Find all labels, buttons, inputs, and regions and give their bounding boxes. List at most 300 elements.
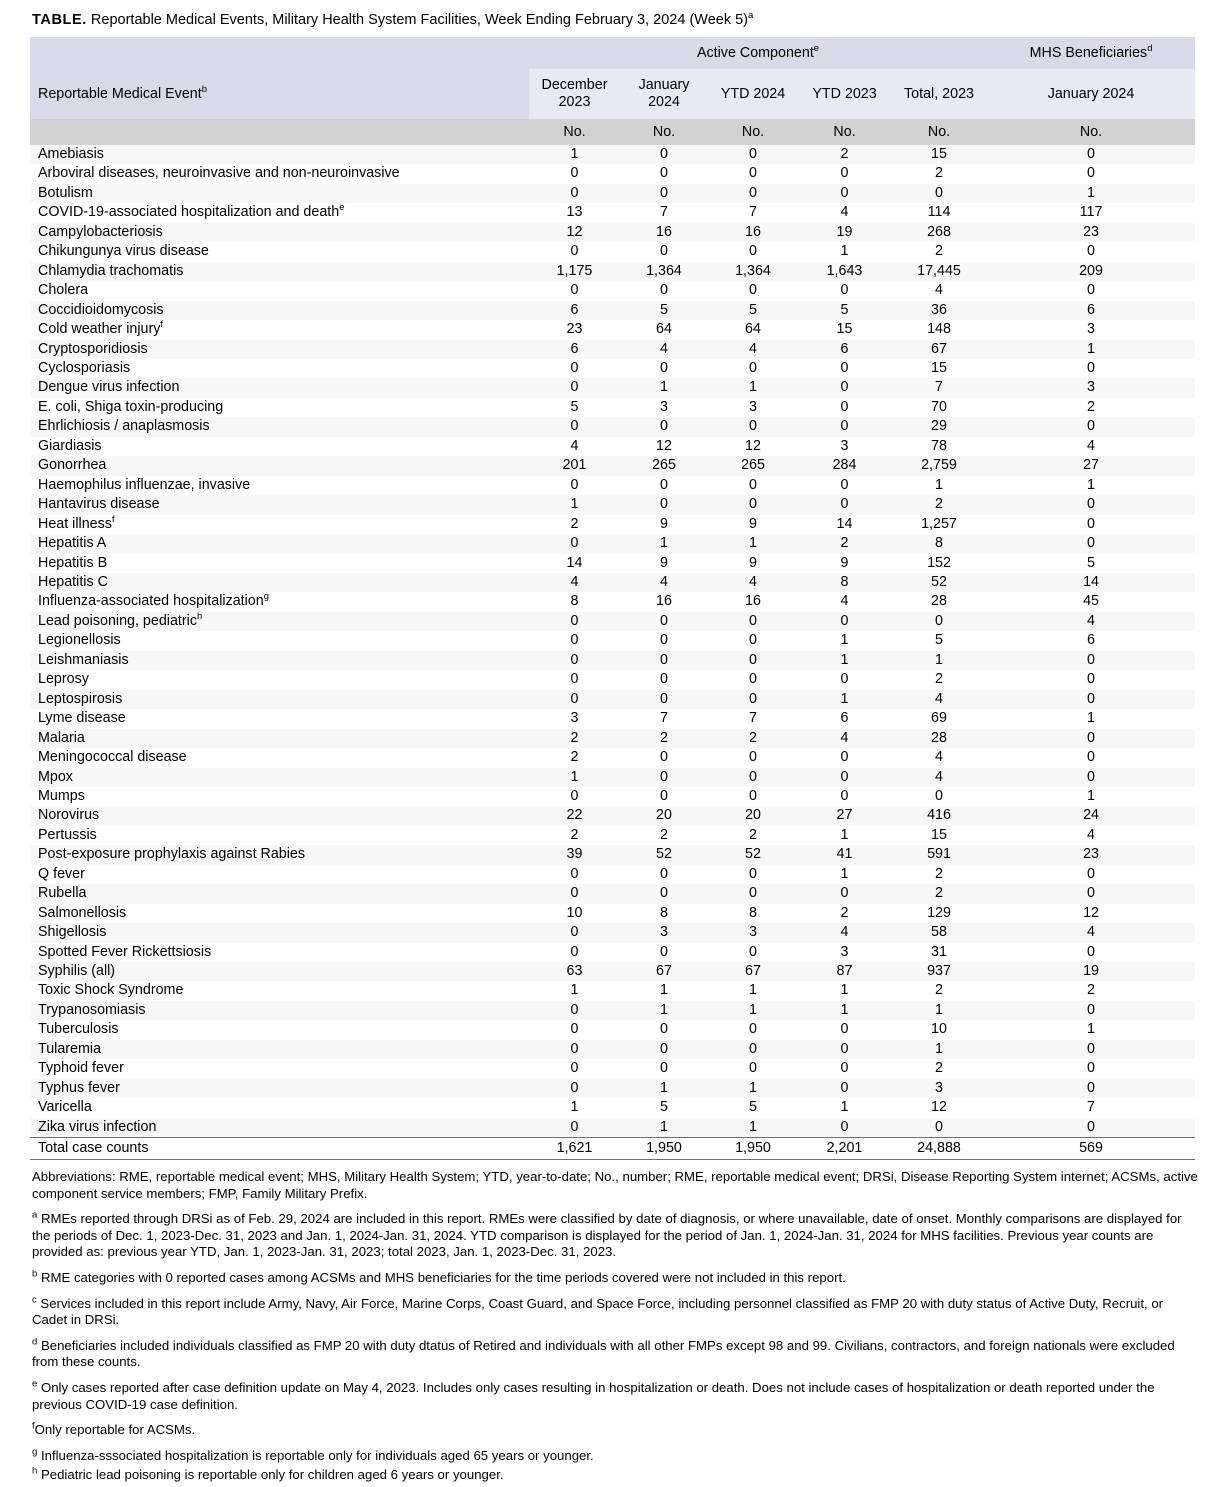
row-event-name: Amebiasis [30, 145, 529, 164]
table-row [30, 301, 1195, 320]
cell-ytd-2023: 0 [798, 281, 891, 300]
cell-total-2023: 70 [891, 398, 987, 417]
cell-total-2023: 0 [891, 787, 987, 806]
cell-ytd-2024: 0 [708, 242, 798, 261]
cell-december-2023: 2 [529, 515, 620, 534]
cell-january-2024-ac: 16 [620, 592, 708, 611]
cell-ytd-2023: 0 [798, 787, 891, 806]
cell-ytd-2023: 15 [798, 320, 891, 339]
footnote-d-marker: d [32, 1336, 38, 1348]
footnote-h: $^h$ Pediatric lead poisoning is reportable only for children aged 6 years or younger. [32, 1466, 504, 1483]
cell-total-2023: 2 [891, 981, 987, 1000]
cell-total-2023: 129 [891, 904, 987, 923]
cell-total-2023: 416 [891, 806, 987, 825]
cell-january-2024-mhs: 117 [987, 203, 1195, 222]
table-row [30, 340, 1195, 359]
cell-ytd-2023: 0 [798, 612, 891, 631]
cell-ytd-2024: 0 [708, 670, 798, 689]
cell-ytd-2024: 0 [708, 768, 798, 787]
cell-ytd-2023: 0 [798, 476, 891, 495]
row-event-name: Coccidioidomycosis [30, 301, 529, 320]
cell-ytd-2023: 284 [798, 456, 891, 475]
footnote-a-marker: a [32, 1209, 38, 1221]
cell-january-2024-ac: 0 [620, 1040, 708, 1059]
table-row [30, 943, 1195, 962]
table-row [30, 359, 1195, 378]
column-header-january-2024-mhs: January 2024 [987, 69, 1195, 119]
table-row [30, 787, 1195, 806]
table-row [30, 242, 1195, 261]
table-row [30, 437, 1195, 456]
table-row [30, 826, 1195, 845]
total-row-label: Total case counts [30, 1138, 529, 1160]
column-header-ytd-2023: YTD 2023 [798, 69, 891, 119]
cell-total-2023: 36 [891, 301, 987, 320]
cell-january-2024-ac: 20 [620, 806, 708, 825]
cell-total-2023: 2 [891, 164, 987, 183]
cell-december-2023: 0 [529, 184, 620, 203]
cell-january-2024-mhs: 1 [987, 340, 1195, 359]
cell-january-2024-ac: 64 [620, 320, 708, 339]
cell-total-2023: 15 [891, 359, 987, 378]
row-event-name: Lead poisoning, pediatric$^h$ [30, 612, 529, 631]
row-event-name: Norovirus [30, 806, 529, 825]
cell-ytd-2024: 16 [708, 223, 798, 242]
cell-january-2024-ac: 1 [620, 981, 708, 1000]
header-group-row [30, 37, 1195, 69]
row-event-name: Spotted Fever Rickettsiosis [30, 943, 529, 962]
cell-ytd-2024: 67 [708, 962, 798, 981]
row-event-name: E. coli, Shiga toxin-producing [30, 398, 529, 417]
cell-ytd-2023: 2 [798, 904, 891, 923]
cell-total-2023: 1 [891, 1040, 987, 1059]
cell-total-2023: 4 [891, 281, 987, 300]
row-event-name: Mumps [30, 787, 529, 806]
cell-total-2023: 78 [891, 437, 987, 456]
cell-january-2024-ac: 67 [620, 962, 708, 981]
cell-december-2023: 0 [529, 242, 620, 261]
cell-december-2023: 0 [529, 359, 620, 378]
cell-ytd-2023: 0 [798, 1059, 891, 1078]
cell-january-2024-ac: 0 [620, 242, 708, 261]
cell-ytd-2024: 2 [708, 826, 798, 845]
cell-december-2023: 39 [529, 845, 620, 864]
cell-ytd-2024: 1 [708, 1118, 798, 1138]
cell-ytd-2024: 0 [708, 884, 798, 903]
cell-ytd-2024: 9 [708, 515, 798, 534]
cell-january-2024-mhs: 23 [987, 845, 1195, 864]
cell-december-2023: 0 [529, 631, 620, 650]
cell-january-2024-mhs: 0 [987, 943, 1195, 962]
cell-ytd-2024: 0 [708, 1059, 798, 1078]
cell-january-2024-ac: 0 [620, 1020, 708, 1039]
cell-total-2023: 4 [891, 768, 987, 787]
footnote-h-marker: h [32, 1466, 38, 1478]
table-row [30, 729, 1195, 748]
cell-ytd-2024: 1 [708, 1079, 798, 1098]
cell-december-2023: 0 [529, 612, 620, 631]
footnote-e: $^e$ Only cases reported after case definition update on May 4, 2023. Includes only cases resulting in hospitalization or death. Does not include cases of hospitalization or death reported under the previous COVID-19 case definition. [32, 1378, 1155, 1412]
table-row [30, 631, 1195, 650]
cell-total-2023: 4 [891, 748, 987, 767]
cell-ytd-2023: 3 [798, 437, 891, 456]
row-event-name: Hepatitis A [30, 534, 529, 553]
table-row [30, 515, 1195, 534]
cell-december-2023: 0 [529, 417, 620, 436]
row-header-superscript: b [201, 83, 207, 95]
row-event-name: Malaria [30, 729, 529, 748]
cell-ytd-2024: 0 [708, 495, 798, 514]
cell-ytd-2024: 1,364 [708, 262, 798, 281]
cell-ytd-2024: 0 [708, 690, 798, 709]
cell-january-2024-ac: 3 [620, 923, 708, 942]
cell-january-2024-mhs: 0 [987, 242, 1195, 261]
cell-january-2024-ac: 1 [620, 1079, 708, 1098]
table-row [30, 1020, 1195, 1039]
cell-december-2023: 0 [529, 378, 620, 397]
cell-december-2023: 0 [529, 651, 620, 670]
cell-december-2023: 0 [529, 943, 620, 962]
cell-total-2023: 1 [891, 476, 987, 495]
row-event-name: Typhoid fever [30, 1059, 529, 1078]
cell-december-2023: 2 [529, 826, 620, 845]
cell-january-2024-ac: 0 [620, 281, 708, 300]
table-row [30, 281, 1195, 300]
table-row [30, 456, 1195, 475]
cell-total-2023: 69 [891, 709, 987, 728]
cell-january-2024-ac: 2 [620, 729, 708, 748]
header-reportable-medical-event [30, 69, 529, 119]
cell-ytd-2024: 0 [708, 748, 798, 767]
cell-ytd-2024: 20 [708, 806, 798, 825]
cell-ytd-2023: 2 [798, 145, 891, 164]
cell-january-2024-ac: 12 [620, 437, 708, 456]
cell-ytd-2024: 1 [708, 981, 798, 1000]
cell-december-2023: 12 [529, 223, 620, 242]
cell-december-2023: 2 [529, 748, 620, 767]
row-event-name: Lyme disease [30, 709, 529, 728]
cell-total-2023: 15 [891, 145, 987, 164]
cell-total-2023: 12 [891, 1098, 987, 1117]
cell-ytd-2024: 0 [708, 1040, 798, 1059]
cell-january-2024-mhs: 0 [987, 495, 1195, 514]
cell-total-2023: 5 [891, 631, 987, 650]
table-row [30, 223, 1195, 242]
cell-ytd-2023: 0 [798, 184, 891, 203]
cell-january-2024-ac: 5 [620, 301, 708, 320]
table-row [30, 417, 1195, 436]
cell-total-2023: 937 [891, 962, 987, 981]
cell-ytd-2023: 14 [798, 515, 891, 534]
column-header-december-2023: December 2023 [529, 69, 620, 119]
cell-january-2024-mhs: 0 [987, 690, 1195, 709]
row-event-name: COVID-19-associated hospitalization and death$^e$ [30, 203, 529, 222]
row-event-name: Giardiasis [30, 437, 529, 456]
table-row [30, 1098, 1195, 1117]
cell-january-2024-ac: 7 [620, 203, 708, 222]
footnote-d: $^d$ Beneficiaries included individuals classified as FMP 20 with duty dtatus of Retired and individuals with all other FMPs except 98 and 99. Civilians, contractors, and foreign nationals were excluded from these counts. [32, 1336, 1175, 1370]
footnote-c-marker: c [32, 1294, 37, 1306]
active-component-superscript: e [813, 42, 820, 54]
cell-total-2023: 28 [891, 729, 987, 748]
cell-december-2023: 0 [529, 1020, 620, 1039]
table-label: TABLE. [32, 12, 87, 28]
mhs-beneficiaries-label: MHS Beneficiaries [1029, 45, 1148, 61]
cell-total-2023: 0 [891, 1118, 987, 1138]
footnote-b: $^b$ RME categories with 0 reported cases among ACSMs and MHS beneficiaries for the time periods covered were not included in this report. [32, 1268, 846, 1286]
table-title-text: Reportable Medical Events, Military Health System Facilities, Week Ending February 3, 2024 (Week 5) [86, 12, 748, 28]
cell-january-2024-ac: 265 [620, 456, 708, 475]
table-row [30, 670, 1195, 689]
column-header-ytd-2024: YTD 2024 [708, 69, 798, 119]
table-row [30, 573, 1195, 592]
row-event-name: Hantavirus disease [30, 495, 529, 514]
cell-january-2024-ac: 0 [620, 1059, 708, 1078]
footnote-c: $^c$ Services included in this report include Army, Navy, Air Force, Marine Corps, Coast Guard, and Space Force, including personnel classified as FMP 20 with duty status of Active Duty, Recruit, or Cadet in DRSi. [32, 1294, 1164, 1328]
cell-ytd-2024: 0 [708, 865, 798, 884]
cell-january-2024-mhs: 0 [987, 145, 1195, 164]
unit-total-2023: No. [891, 119, 987, 145]
cell-ytd-2024: 0 [708, 943, 798, 962]
cell-january-2024-ac: 0 [620, 631, 708, 650]
row-event-name: Mpox [30, 768, 529, 787]
table-row [30, 651, 1195, 670]
cell-january-2024-ac: 1 [620, 534, 708, 553]
cell-january-2024-mhs: 0 [987, 865, 1195, 884]
row-event-name: Syphilis (all) [30, 962, 529, 981]
footnotes [30, 1160, 1200, 1484]
cell-ytd-2024: 0 [708, 612, 798, 631]
cell-total-2023: 17,445 [891, 262, 987, 281]
cell-january-2024-ac: 0 [620, 145, 708, 164]
cell-january-2024-ac: 0 [620, 359, 708, 378]
cell-january-2024-mhs: 19 [987, 962, 1195, 981]
cell-january-2024-ac: 0 [620, 787, 708, 806]
cell-january-2024-mhs: 3 [987, 378, 1195, 397]
cell-december-2023: 0 [529, 1059, 620, 1078]
cell-january-2024-ac: 1,364 [620, 262, 708, 281]
unit-december-2023: No. [529, 119, 620, 145]
row-event-name: Cyclosporiasis [30, 359, 529, 378]
footnote-e-marker: e [32, 1378, 38, 1390]
cell-ytd-2024: 4 [708, 573, 798, 592]
cell-total-2023: 52 [891, 573, 987, 592]
row-event-name: Salmonellosis [30, 904, 529, 923]
cell-january-2024-mhs: 45 [987, 592, 1195, 611]
cell-january-2024-mhs: 0 [987, 1118, 1195, 1138]
cell-december-2023: 6 [529, 301, 620, 320]
cell-total-2023: 1 [891, 1001, 987, 1020]
cell-december-2023: 5 [529, 398, 620, 417]
total-december-2023: 1,621 [529, 1138, 620, 1160]
cell-december-2023: 4 [529, 437, 620, 456]
row-event-name: Pertussis [30, 826, 529, 845]
cell-ytd-2024: 64 [708, 320, 798, 339]
footnote-a: $^a$ RMEs reported through DRSi as of Feb. 29, 2024 are included in this report. RMEs were classified by date of diagnosis, or where unavailable, date of onset. Monthly comparisons are displayed for the periods of Dec. 1, 2023-Dec. 31, 2023 and Jan. 1, 2024-Jan. 31, 2024. YTD comparison is displayed for the period of Jan. 1, 2024-Jan. 31, 2024 for MHS facilities. Previous year counts are provided as: previous year YTD, Jan. 1, 2023-Jan. 31, 2023; total 2023, Jan. 1, 2023-Dec. 31, 2023. [32, 1209, 1182, 1260]
table-row [30, 865, 1195, 884]
row-event-name: Tuberculosis [30, 1020, 529, 1039]
cell-ytd-2023: 1 [798, 865, 891, 884]
cell-ytd-2023: 1 [798, 826, 891, 845]
table-row [30, 398, 1195, 417]
row-event-name: Meningococcal disease [30, 748, 529, 767]
cell-total-2023: 3 [891, 1079, 987, 1098]
cell-january-2024-ac: 1 [620, 1118, 708, 1138]
cell-ytd-2024: 1 [708, 378, 798, 397]
cell-ytd-2024: 2 [708, 729, 798, 748]
cell-january-2024-mhs: 4 [987, 612, 1195, 631]
row-event-name: Ehrlichiosis / anaplasmosis [30, 417, 529, 436]
cell-ytd-2023: 87 [798, 962, 891, 981]
cell-total-2023: 15 [891, 826, 987, 845]
cell-january-2024-ac: 0 [620, 612, 708, 631]
cell-december-2023: 0 [529, 1079, 620, 1098]
cell-ytd-2024: 7 [708, 709, 798, 728]
cell-total-2023: 152 [891, 554, 987, 573]
table-row [30, 1079, 1195, 1098]
cell-total-2023: 29 [891, 417, 987, 436]
cell-january-2024-mhs: 2 [987, 981, 1195, 1000]
cell-january-2024-mhs: 4 [987, 437, 1195, 456]
cell-december-2023: 0 [529, 865, 620, 884]
cell-january-2024-mhs: 0 [987, 1079, 1195, 1098]
cell-total-2023: 10 [891, 1020, 987, 1039]
cell-december-2023: 0 [529, 476, 620, 495]
table-row [30, 806, 1195, 825]
cell-ytd-2024: 0 [708, 631, 798, 650]
cell-december-2023: 1 [529, 495, 620, 514]
column-header-january-2024-ac: January 2024 [620, 69, 708, 119]
row-event-name: Typhus fever [30, 1079, 529, 1098]
cell-january-2024-mhs: 0 [987, 1001, 1195, 1020]
table-row [30, 378, 1195, 397]
cell-total-2023: 2,759 [891, 456, 987, 475]
row-event-name: Trypanosomiasis [30, 1001, 529, 1020]
page-title [30, 0, 1195, 37]
cell-ytd-2023: 0 [798, 398, 891, 417]
cell-december-2023: 0 [529, 164, 620, 183]
cell-ytd-2024: 4 [708, 340, 798, 359]
cell-total-2023: 31 [891, 943, 987, 962]
row-event-name: Q fever [30, 865, 529, 884]
mhs-beneficiaries-superscript: d [1147, 42, 1153, 54]
title-superscript: a [748, 10, 754, 22]
row-event-name: Chikungunya virus disease [30, 242, 529, 261]
table-row [30, 884, 1195, 903]
row-event-name: Leprosy [30, 670, 529, 689]
cell-january-2024-mhs: 0 [987, 164, 1195, 183]
cell-january-2024-mhs: 6 [987, 301, 1195, 320]
cell-december-2023: 1 [529, 1098, 620, 1117]
cell-january-2024-ac: 1 [620, 378, 708, 397]
reportable-medical-events-table [30, 37, 1195, 1159]
table-row [30, 164, 1195, 183]
cell-ytd-2024: 7 [708, 203, 798, 222]
cell-january-2024-ac: 9 [620, 515, 708, 534]
cell-january-2024-mhs: 1 [987, 184, 1195, 203]
row-event-name: Dengue virus infection [30, 378, 529, 397]
row-event-name: Arboviral diseases, neuroinvasive and non-neuroinvasive [30, 164, 529, 183]
cell-january-2024-mhs: 5 [987, 554, 1195, 573]
cell-ytd-2023: 0 [798, 1079, 891, 1098]
cell-ytd-2024: 5 [708, 301, 798, 320]
cell-january-2024-mhs: 2 [987, 398, 1195, 417]
cell-ytd-2023: 5 [798, 301, 891, 320]
table-row [30, 1059, 1195, 1078]
total-total-2023: 24,888 [891, 1138, 987, 1160]
cell-total-2023: 2 [891, 670, 987, 689]
cell-ytd-2023: 1 [798, 651, 891, 670]
row-event-name: Haemophilus influenzae, invasive [30, 476, 529, 495]
cell-december-2023: 0 [529, 923, 620, 942]
cell-january-2024-ac: 0 [620, 943, 708, 962]
cell-december-2023: 14 [529, 554, 620, 573]
cell-total-2023: 591 [891, 845, 987, 864]
cell-january-2024-mhs: 27 [987, 456, 1195, 475]
cell-total-2023: 1 [891, 651, 987, 670]
cell-december-2023: 0 [529, 884, 620, 903]
cell-january-2024-ac: 0 [620, 164, 708, 183]
cell-ytd-2023: 0 [798, 1020, 891, 1039]
total-january-2024-ac: 1,950 [620, 1138, 708, 1160]
cell-january-2024-ac: 9 [620, 554, 708, 573]
cell-january-2024-ac: 0 [620, 184, 708, 203]
cell-ytd-2023: 0 [798, 359, 891, 378]
cell-january-2024-ac: 0 [620, 748, 708, 767]
cell-january-2024-mhs: 1 [987, 476, 1195, 495]
table-row [30, 534, 1195, 553]
cell-ytd-2023: 4 [798, 203, 891, 222]
cell-ytd-2024: 0 [708, 359, 798, 378]
cell-january-2024-mhs: 12 [987, 904, 1195, 923]
table-row [30, 592, 1195, 611]
cell-total-2023: 2 [891, 865, 987, 884]
cell-total-2023: 2 [891, 495, 987, 514]
cell-ytd-2024: 1 [708, 534, 798, 553]
cell-ytd-2024: 16 [708, 592, 798, 611]
header-column-row [30, 69, 1195, 119]
cell-january-2024-ac: 1 [620, 1001, 708, 1020]
cell-total-2023: 0 [891, 612, 987, 631]
cell-ytd-2023: 27 [798, 806, 891, 825]
table-row [30, 904, 1195, 923]
cell-ytd-2023: 1 [798, 631, 891, 650]
cell-january-2024-ac: 8 [620, 904, 708, 923]
row-event-name: Gonorrhea [30, 456, 529, 475]
table-row [30, 476, 1195, 495]
header-group-active-component [529, 37, 987, 69]
cell-december-2023: 13 [529, 203, 620, 222]
table-row [30, 262, 1195, 281]
table-row [30, 748, 1195, 767]
unit-blank [30, 119, 529, 145]
cell-january-2024-ac: 0 [620, 865, 708, 884]
cell-total-2023: 67 [891, 340, 987, 359]
cell-january-2024-ac: 5 [620, 1098, 708, 1117]
cell-january-2024-mhs: 0 [987, 417, 1195, 436]
table-row [30, 923, 1195, 942]
cell-december-2023: 1 [529, 981, 620, 1000]
cell-ytd-2024: 0 [708, 145, 798, 164]
cell-total-2023: 0 [891, 184, 987, 203]
cell-december-2023: 6 [529, 340, 620, 359]
cell-december-2023: 8 [529, 592, 620, 611]
cell-january-2024-mhs: 1 [987, 787, 1195, 806]
cell-ytd-2023: 4 [798, 592, 891, 611]
footnote-g: $^g$ Influenza-sssociated hospitalization is reportable only for individuals aged 65 years or younger. [32, 1446, 594, 1463]
table-row [30, 709, 1195, 728]
row-event-name: Cold weather injury$^f$ [30, 320, 529, 339]
